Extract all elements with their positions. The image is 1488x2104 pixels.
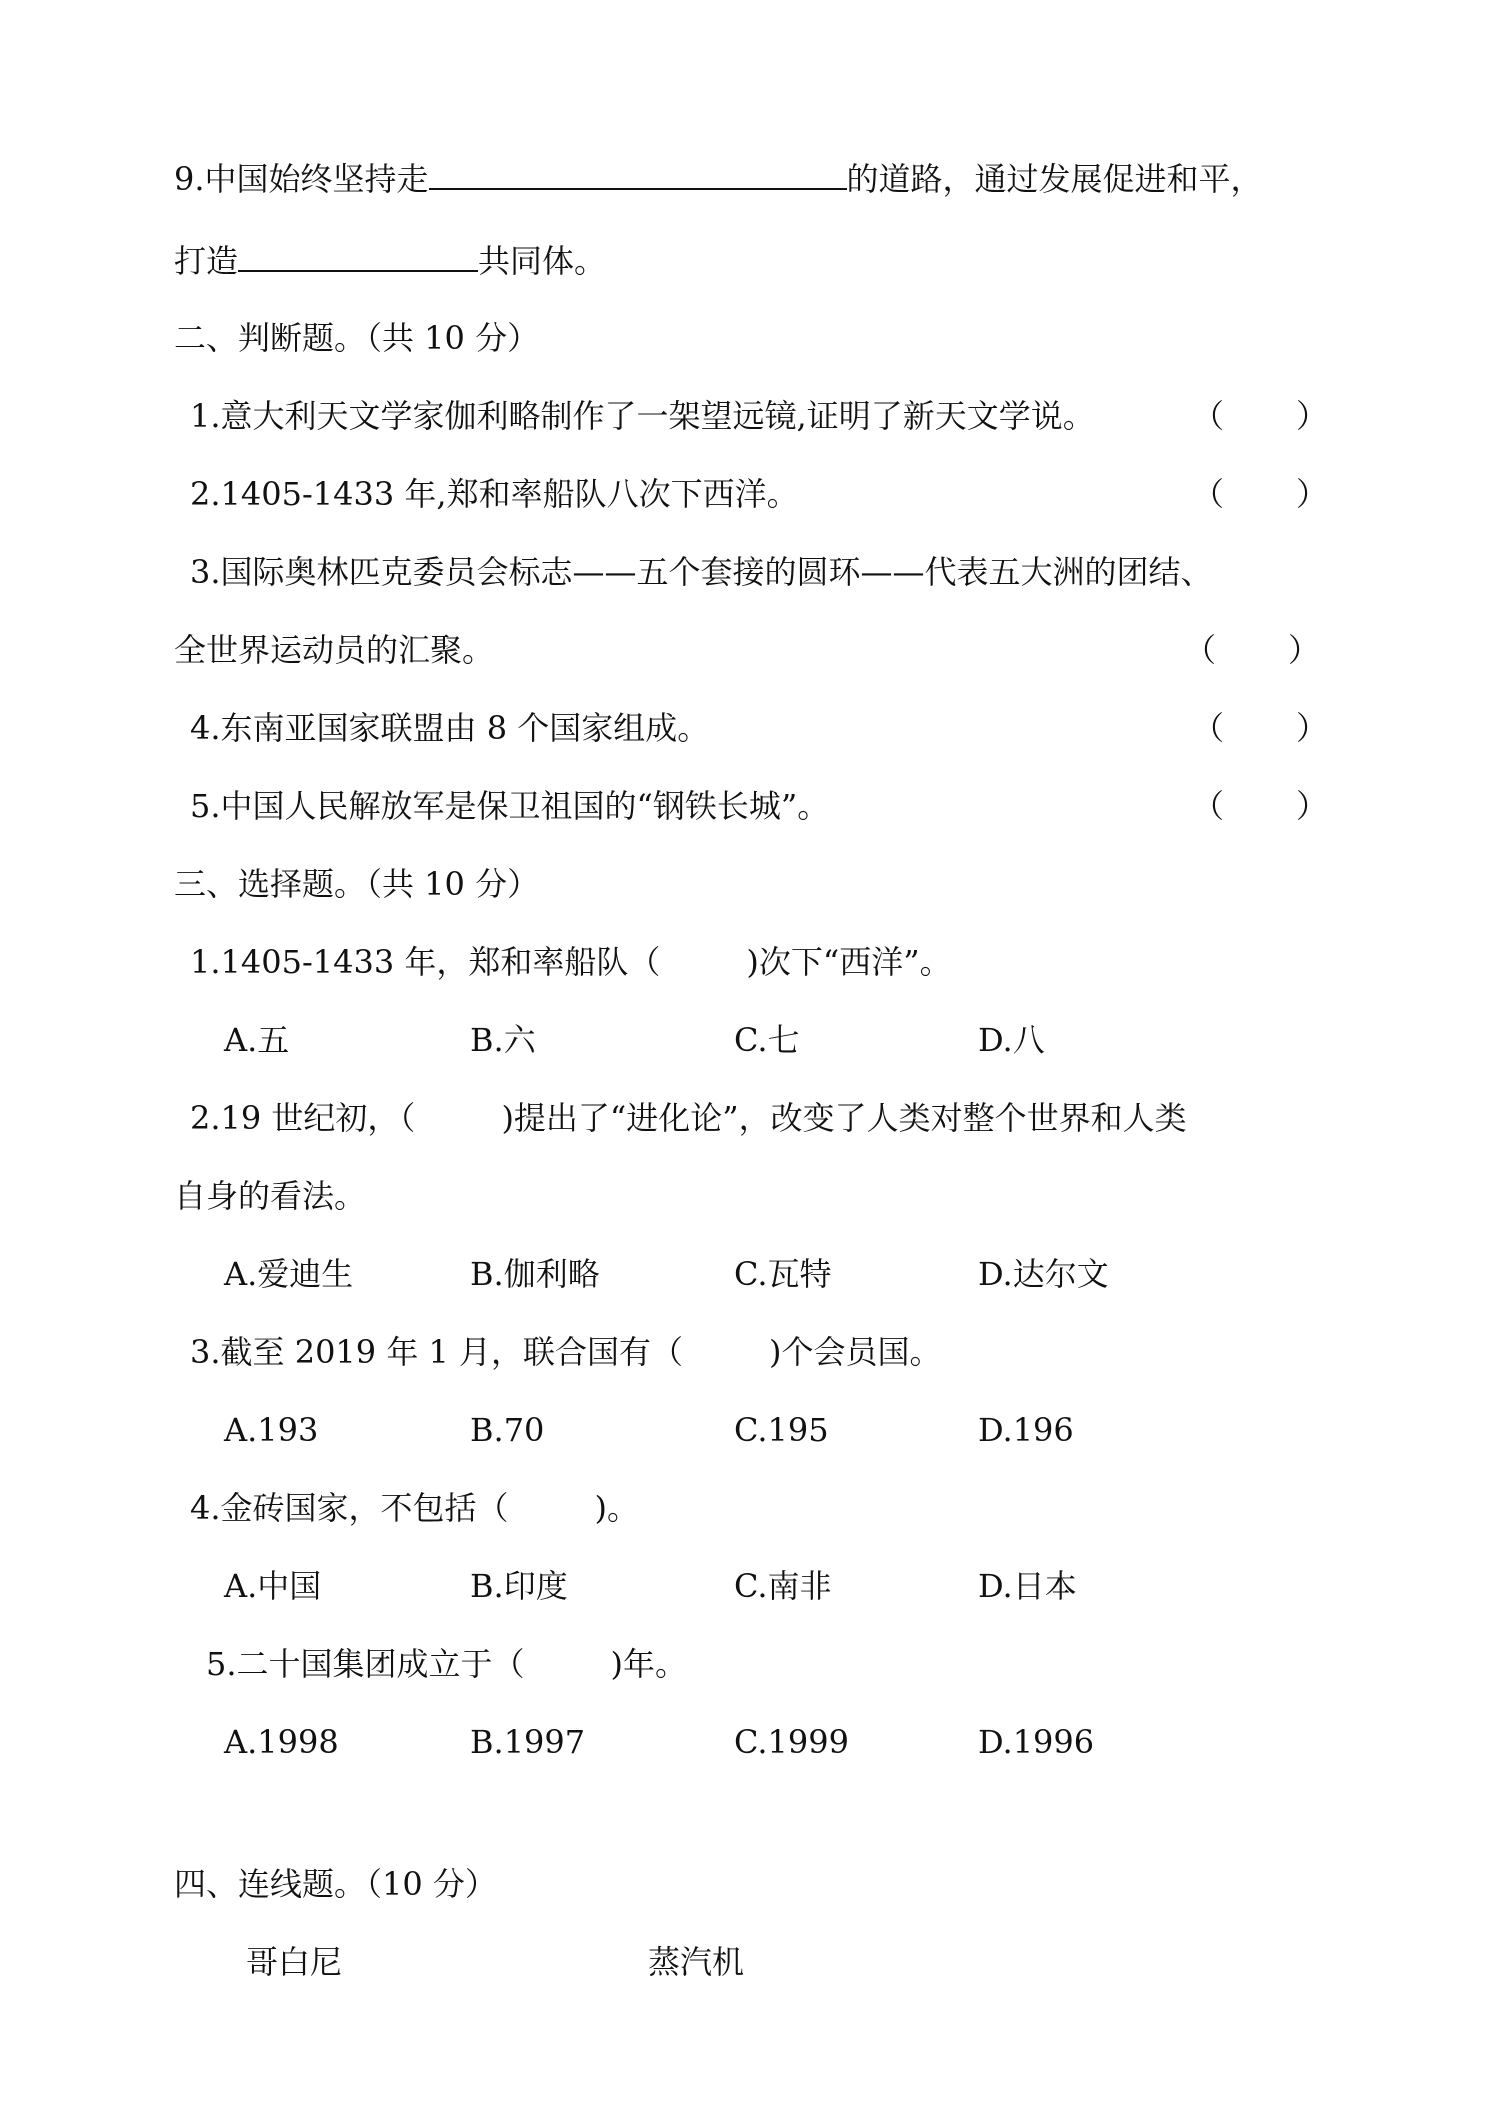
answer-paren-open[interactable]: （ [1192,397,1225,435]
choice-question-2 [190,1098,1187,1138]
choice-question-5 [206,1644,687,1684]
option-a[interactable]: A.中国 [224,1567,322,1605]
answer-paren-close[interactable]: ） [1296,397,1329,435]
judge-item-4: 4.东南亚国家联盟由 8 个国家组成。 [190,709,710,747]
question-9-prefix: 9.中国始终坚持走 [174,160,429,198]
question-text: 1.1405-1433 年，郑和率船队（ [190,943,661,981]
judge-item-5: 5.中国人民解放军是保卫祖国的“钢铁长城”。 [190,787,830,825]
choice-question-3 [190,1332,942,1372]
question-9-line2-prefix: 打造 [174,242,239,280]
question-9-line2-suffix: 共同体。 [478,242,607,280]
question-text: )年。 [610,1645,688,1683]
choice-question-2-line2: 自身的看法。 [174,1177,367,1215]
answer-paren-close[interactable]: ） [1288,631,1321,669]
question-text: 3.截至 2019 年 1 月，联合国有（ [190,1333,684,1371]
option-d[interactable]: D.达尔文 [978,1255,1109,1293]
option-c[interactable]: C.南非 [734,1567,832,1605]
option-d[interactable]: D.日本 [978,1567,1077,1605]
question-9-middle: 的道路，通过发展促进和平， [846,160,1263,198]
answer-paren-open[interactable]: （ [1184,631,1217,669]
option-b[interactable]: B.伽利略 [470,1255,600,1293]
option-a[interactable]: A.193 [224,1411,319,1449]
match-left-item[interactable]: 哥白尼 [246,1943,343,1981]
choice-question-1 [190,942,952,982]
option-c[interactable]: C.1999 [734,1723,849,1761]
option-c[interactable]: C.瓦特 [734,1255,832,1293]
judge-item-3-line2: 全世界运动员的汇聚。 [174,631,495,669]
question-text: )次下“西洋”。 [746,943,952,981]
option-c[interactable]: C.195 [734,1411,829,1449]
answer-paren-open[interactable]: （ [1192,787,1225,825]
answer-paren-close[interactable]: ） [1296,475,1329,513]
option-d[interactable]: D.1996 [978,1723,1095,1761]
question-9-line2 [174,240,606,281]
option-b[interactable]: B.印度 [470,1567,568,1605]
answer-paren-close[interactable]: ） [1296,709,1329,747]
option-b[interactable]: B.1997 [470,1723,586,1761]
question-text: )个会员国。 [769,1333,942,1371]
answer-paren-close[interactable]: ） [1296,787,1329,825]
option-a[interactable]: A.1998 [224,1723,339,1761]
question-text: )提出了“进化论”，改变了人类对整个世界和人类 [501,1099,1187,1137]
section-3-heading: 三、选择题。（共 10 分） [174,865,540,903]
option-d[interactable]: D.196 [978,1411,1074,1449]
judge-item-1: 1.意大利天文学家伽利略制作了一架望远镜,证明了新天文学说。 [190,397,1095,435]
answer-blank[interactable] [238,240,478,272]
question-text: 4.金砖国家，不包括（ [190,1489,509,1527]
option-b[interactable]: B.六 [470,1021,536,1059]
judge-item-2: 2.1405-1433 年,郑和率船队八次下西洋。 [190,475,799,513]
option-d[interactable]: D.八 [978,1021,1045,1059]
question-text: )。 [594,1489,640,1527]
option-b[interactable]: B.70 [470,1411,545,1449]
option-a[interactable]: A.五 [224,1021,290,1059]
answer-paren-open[interactable]: （ [1192,475,1225,513]
match-right-item[interactable]: 蒸汽机 [648,1943,745,1981]
section-4-heading: 四、连线题。（10 分） [174,1865,497,1903]
choice-question-4 [190,1488,639,1528]
option-c[interactable]: C.七 [734,1021,800,1059]
section-2-heading: 二、判断题。（共 10 分） [174,319,540,357]
judge-item-3: 3.国际奥林匹克委员会标志——五个套接的圆环——代表五大洲的团结、 [190,553,1213,591]
answer-paren-open[interactable]: （ [1192,709,1225,747]
question-text: 2.19 世纪初，（ [190,1099,416,1137]
question-9-line1 [174,158,1263,199]
answer-blank[interactable] [429,158,847,190]
question-text: 5.二十国集团成立于（ [206,1645,525,1683]
option-a[interactable]: A.爱迪生 [224,1255,354,1293]
